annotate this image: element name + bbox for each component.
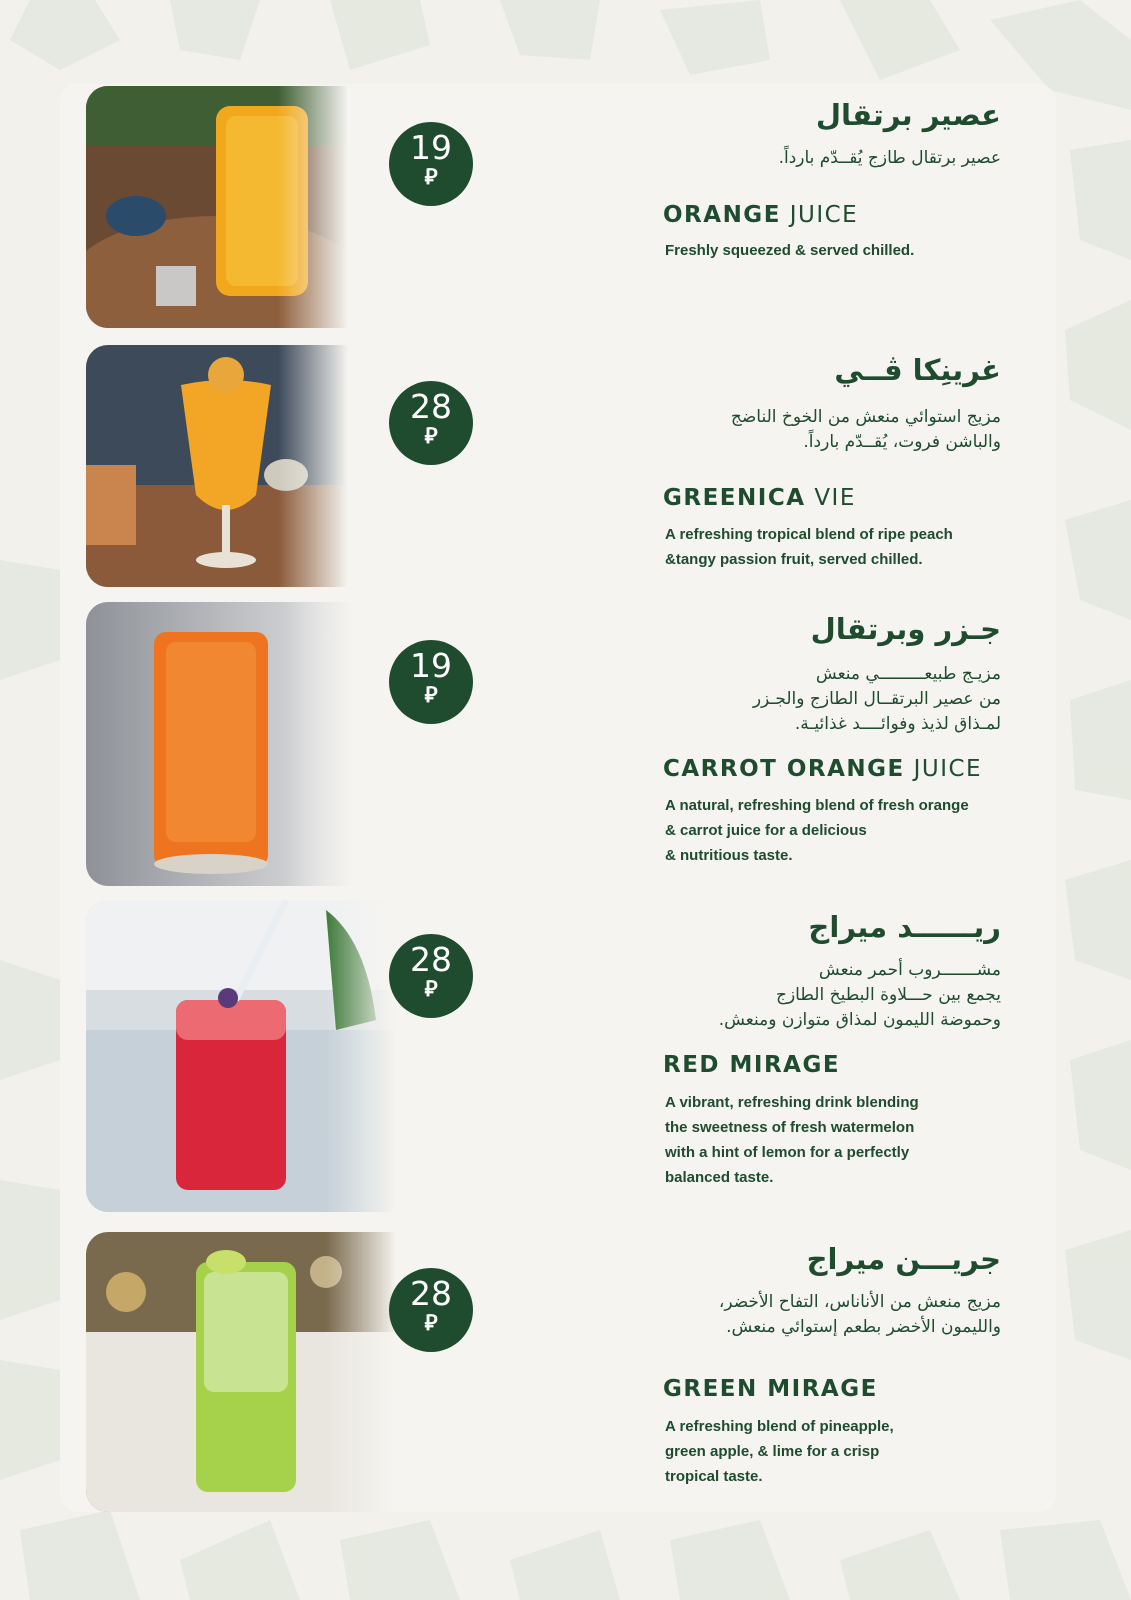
item-desc-ar: مشـــــــروب أحمر منعش يجمع بين حـــلاوة البطيخ الطازج وحموضة الليمون لمذاق متوازن ومنعش.: [718, 960, 1001, 1030]
greenica-vie-photo: [86, 345, 348, 587]
price-value: 28: [410, 387, 452, 426]
riyal-icon: ⃁: [424, 424, 438, 449]
item-title-en: CARROT ORANGE JUICE: [663, 756, 983, 782]
item-title-ar: ريــــــد ميراج: [808, 910, 1001, 944]
price-value: 19: [410, 646, 452, 685]
carrot-orange-juice-photo: [86, 602, 356, 886]
item-title-ar: غرينِكا ڤــي: [834, 353, 1001, 387]
item-desc-en: A natural, refreshing blend of fresh orange & carrot juice for a delicious & nutritious taste.: [665, 797, 969, 864]
item-title-ar: جـزر وبرتقال: [810, 612, 1001, 646]
item-title-ar: جريـــن ميراج: [806, 1242, 1001, 1276]
price-value: 28: [410, 1274, 452, 1313]
item-title-en: GREENICA VIE: [663, 485, 856, 511]
item-desc-ar: مزيـج طبيعـــــــــي منعش من عصير البرتقــال الطازج والجـزر لمـذاق لذيذ وفوائــــد غذائيـة.: [752, 664, 1001, 734]
price-badge: [389, 381, 473, 465]
price-badge: [389, 122, 473, 206]
item-desc-en: A vibrant, refreshing drink blending the sweetness of fresh watermelon with a hint of lemon for a perfectly balanced taste.: [665, 1094, 919, 1186]
item-desc-en: A refreshing blend of pineapple, green apple, & lime for a crisp tropical taste.: [665, 1418, 894, 1485]
price-value: 28: [410, 940, 452, 979]
item-title-en: ORANGE JUICE: [663, 202, 859, 228]
item-title-en: RED MIRAGE: [663, 1052, 841, 1078]
riyal-icon: ⃁: [424, 977, 438, 1002]
price-badge: [389, 1268, 473, 1352]
green-mirage-photo: [86, 1232, 396, 1512]
item-desc-en: A refreshing tropical blend of ripe peach &tangy passion fruit, served chilled.: [665, 526, 953, 568]
orange-juice-photo: [86, 86, 348, 328]
riyal-icon: ⃁: [424, 1311, 438, 1336]
riyal-icon: ⃁: [424, 165, 438, 190]
item-title-en: GREEN MIRAGE: [663, 1376, 878, 1402]
item-desc-en: Freshly squeezed & served chilled.: [665, 242, 915, 259]
item-desc-ar: عصير برتقال طازج يُقــدّم بارداً.: [778, 148, 1001, 168]
item-desc-ar: مزيج استوائي منعش من الخوخ الناضج والباشن فروت، يُقــدّم بارداً.: [730, 407, 1001, 452]
price-badge: [389, 934, 473, 1018]
red-mirage-photo: [86, 900, 396, 1212]
price-badge: [389, 640, 473, 724]
price-value: 19: [410, 128, 452, 167]
riyal-icon: ⃁: [424, 683, 438, 708]
item-title-ar: عصير برتقال: [815, 98, 1001, 132]
item-desc-ar: مزيج منعش من الأناناس، التفاح الأخضر، والليمون الأخضر بطعم إستوائي منعش.: [718, 1292, 1001, 1337]
